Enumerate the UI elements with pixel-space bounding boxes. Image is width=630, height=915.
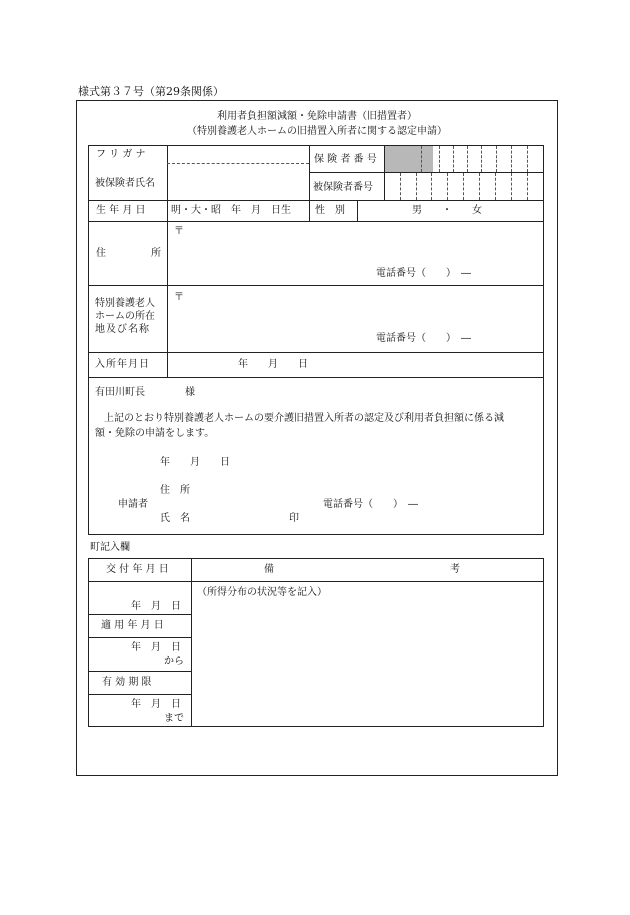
facility-label-1: 特別養護老人 [95,298,155,309]
validity-ymd: 年 月 日 [131,699,181,710]
remarks-note: （所得分布の状況等を記入） [197,587,327,598]
request-body-2: 額・免除の申請をします。 [95,428,215,439]
address-label-1: 住 [96,248,106,259]
applicant-name-label: 氏 名 [160,513,190,524]
postal-mark: 〒 [174,226,184,237]
facility-label-3: 地及び名称 [95,324,150,335]
form-subtitle: （特別養護老人ホームの旧措置入所者に関する認定申請） [187,126,447,137]
applicant-address-label: 住 所 [160,485,190,496]
validity-until: まで [164,713,184,724]
furigana-label: フ リ ガ ナ [96,149,146,160]
birthdate-label: 生 年 月 日 [96,205,146,216]
insurer-number-shaded [385,146,433,172]
request-date: 年 月 日 [160,457,230,468]
address-label-2: 所 [151,248,161,259]
issue-date-ymd: 年 月 日 [131,601,181,612]
address-phone: 電話番号（ ） ― [376,268,471,279]
facility-postal-mark: 〒 [174,292,184,303]
request-body-1: 上記のとおり特別養護老人ホームの要介護旧措置入所者の認定及び利用者負担額に係る減 [104,413,504,424]
insurer-number-label: 保 険 者 番 号 [314,154,377,165]
sex-options: 男 ・ 女 [412,205,482,216]
issue-date-header: 交 付 年 月 日 [106,564,169,575]
applicant-phone: 電話番号（ ） ― [323,499,418,510]
admission-date-value: 年 月 日 [238,359,308,370]
birthdate-era: 明・大・昭 年 月 日生 [171,205,291,216]
office-use-heading: 町記入欄 [90,542,130,553]
facility-phone: 電話番号（ ） ― [376,333,471,344]
apply-date-label: 適 用 年 月 日 [101,620,164,631]
form-number: 様式第３７号（第29条関係） [78,85,224,98]
apply-date-ymd: 年 月 日 [131,642,181,653]
apply-from: から [164,656,184,667]
admission-date-label: 入所年月日 [95,359,150,370]
insured-name-label: 被保険者氏名 [95,178,155,189]
facility-label-2: ホームの所在 [95,311,155,322]
form-title: 利用者負担額減額・免除申請書（旧措置者） [217,111,417,122]
insured-number-label: 被保険者番号 [313,182,373,193]
applicant-table-frame [88,145,544,378]
applicant-label: 申請者 [118,499,148,510]
sex-label: 性 別 [315,205,345,216]
remarks-header-1: 備 [264,564,274,575]
remarks-header-2: 考 [450,564,460,575]
addressee: 有田川町長 様 [95,387,195,398]
request-frame [88,378,544,535]
validity-label: 有 効 期 限 [102,677,152,688]
seal-mark: 印 [289,513,299,524]
